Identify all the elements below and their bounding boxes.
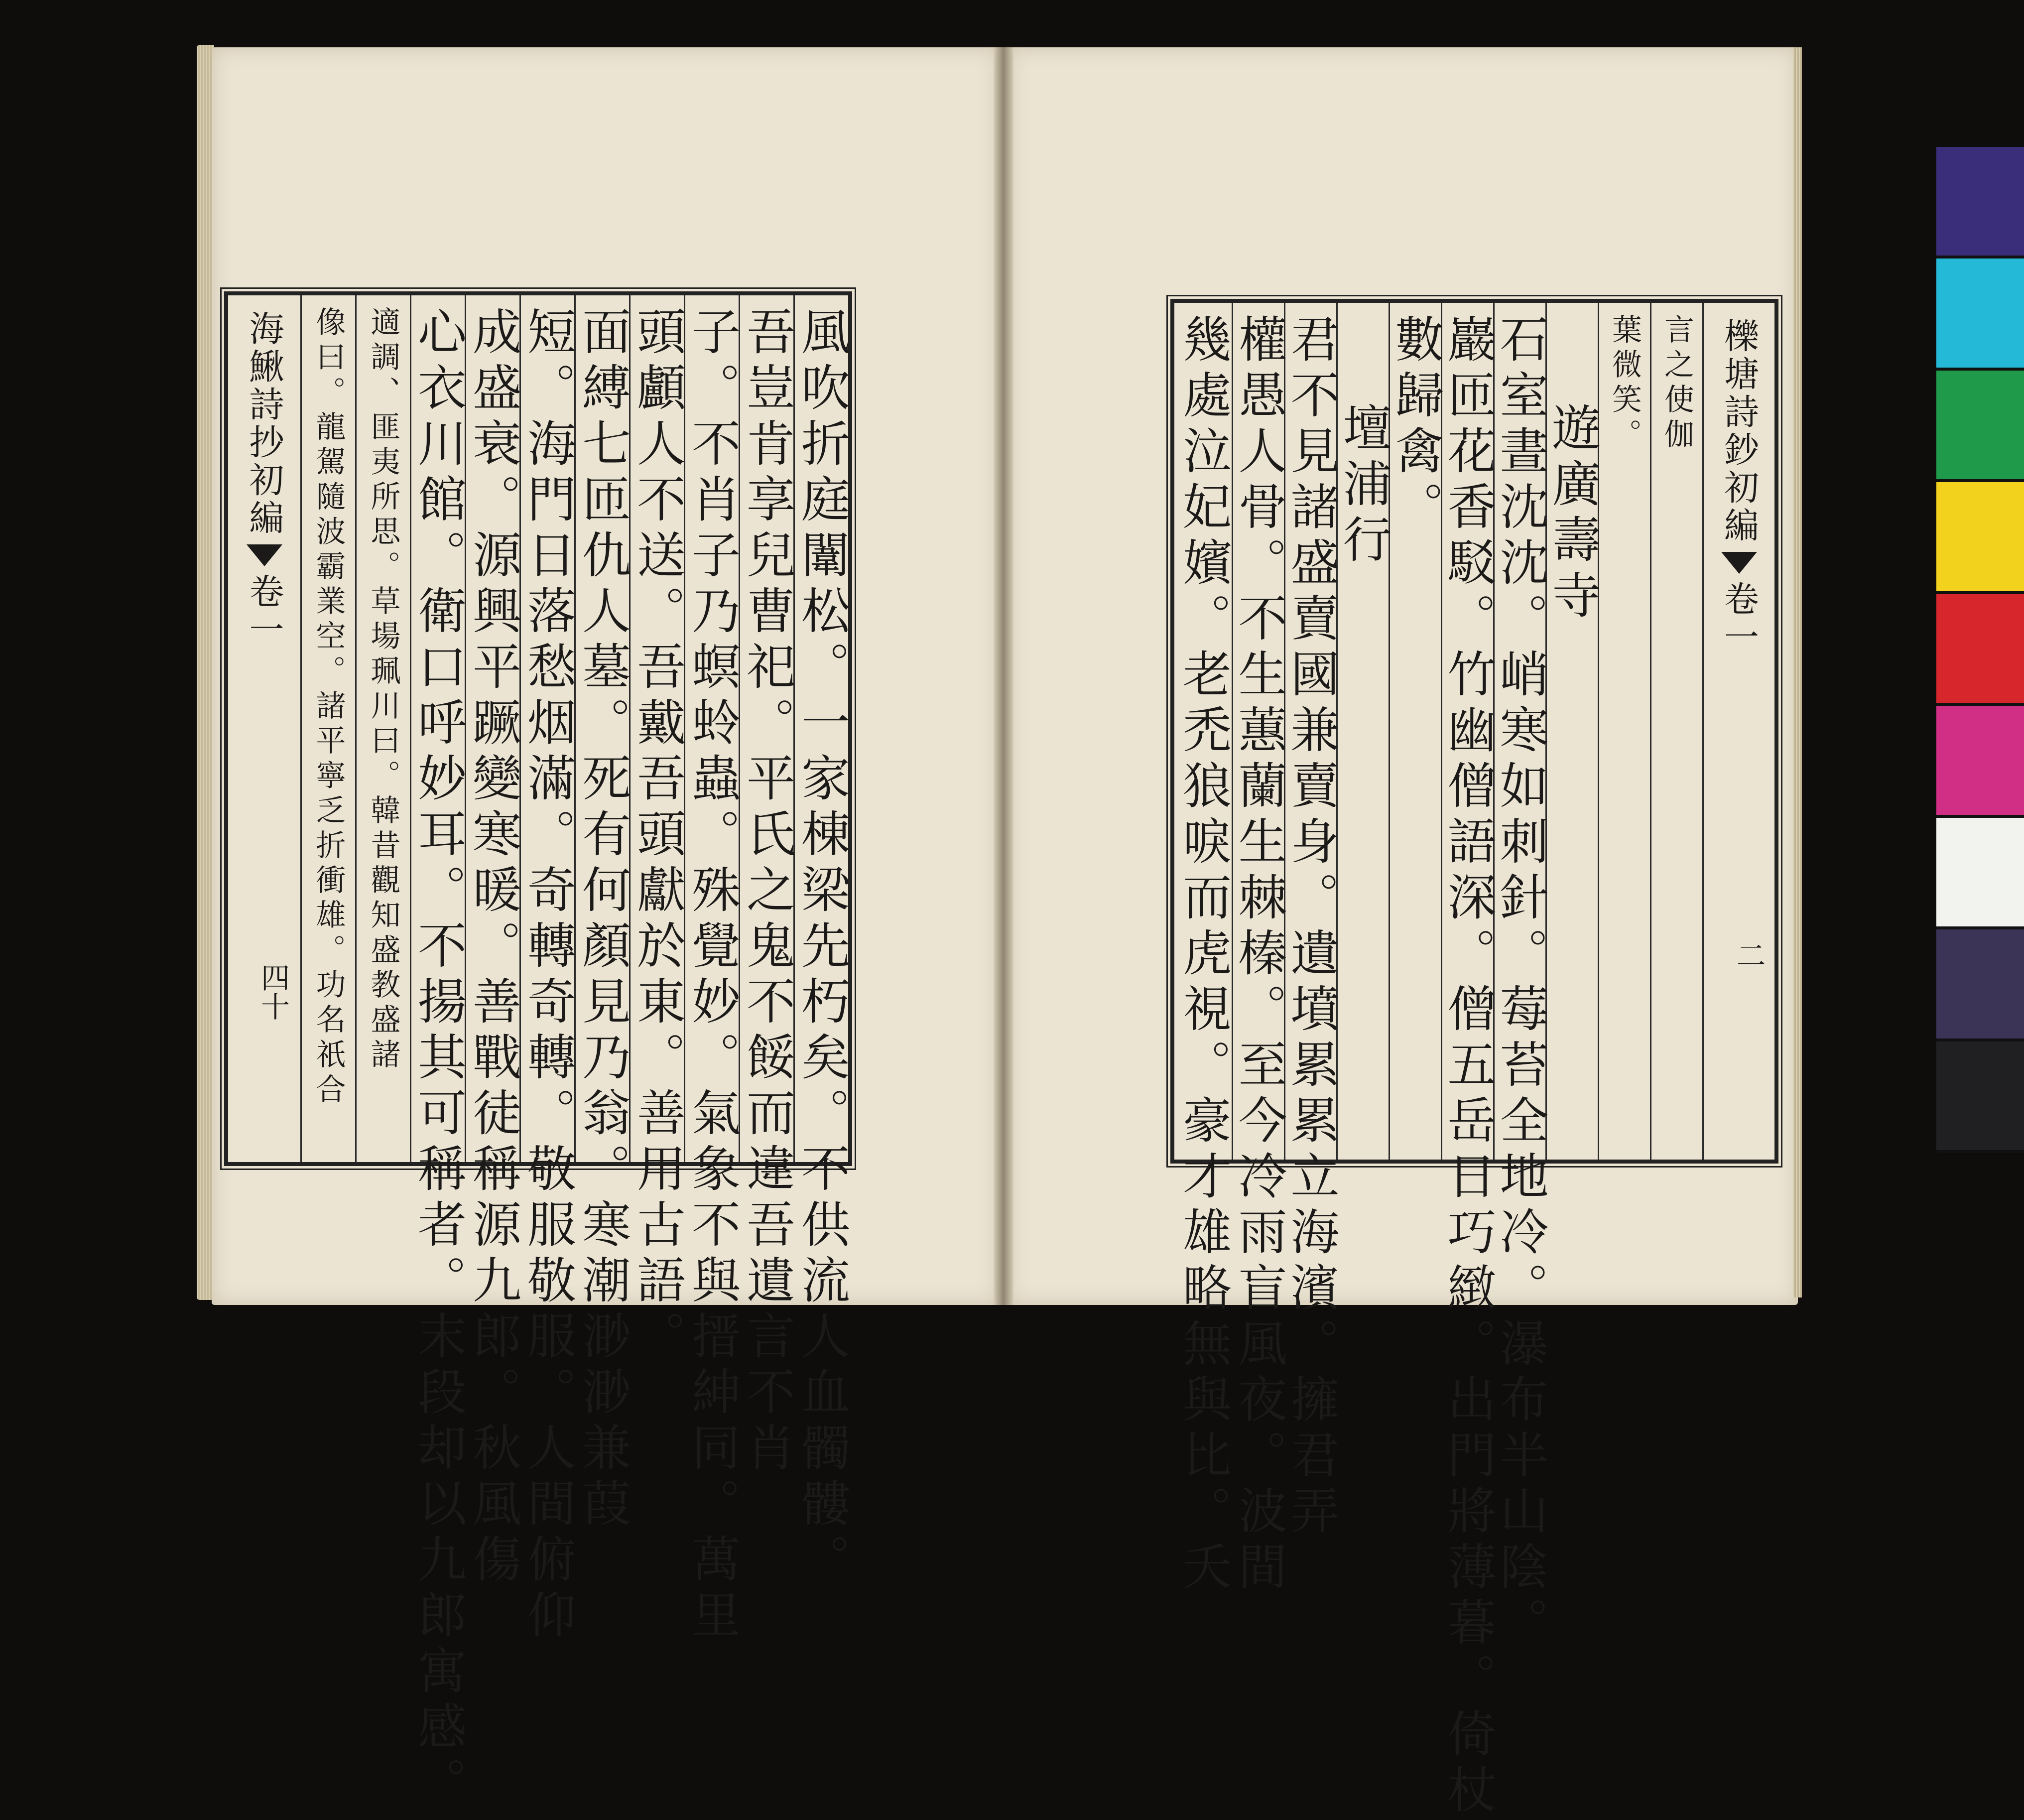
color-swatch-8 bbox=[1936, 929, 2024, 1041]
column-text: 像曰。龍駕隨波霸業空。諸平寧乏折衝雄。功名祇合 bbox=[311, 306, 346, 1108]
right-column-4 bbox=[1492, 303, 1548, 1653]
fish-tail-mark-icon bbox=[1721, 552, 1757, 574]
column-text: 短。海門日落愁烟滿。奇轉奇轉。敬服敬服。人間俯仰 bbox=[519, 306, 576, 1645]
right-column-10 bbox=[1174, 303, 1232, 1597]
fish-tail-mark-icon bbox=[247, 544, 282, 566]
column-text: 石室晝沈沈。峭寒如刺針。莓苔全地冷。瀑布半山陰。 bbox=[1492, 314, 1548, 1653]
column-text: 面縛七匝仇人墓。死有何顏見乃翁。寒潮渺渺兼葭 bbox=[574, 306, 631, 1534]
column-text: 言之使伽 bbox=[1659, 314, 1694, 453]
folio-number: 二 bbox=[1732, 940, 1766, 969]
book-gutter bbox=[994, 47, 1013, 1305]
left-banner-column bbox=[228, 295, 300, 1162]
column-text: 壇浦行 bbox=[1335, 402, 1392, 570]
left-column-8 bbox=[409, 295, 467, 1813]
left-column-6 bbox=[519, 295, 576, 1645]
column-text: 子。不肖子乃螟蛉蟲。殊覺妙。氣象不與搢紳同。萬里 bbox=[683, 306, 741, 1645]
right-text-frame bbox=[1170, 299, 1778, 1820]
banner-volume: 卷一 bbox=[244, 573, 284, 649]
column-text: 頭顱人不送。吾戴吾頭獻於東。善用古語。 bbox=[629, 306, 686, 1366]
left-column-9 bbox=[355, 295, 410, 1162]
right-column-2 bbox=[1598, 303, 1650, 1160]
column-text: 幾處泣妃嬪。老禿狼唳而虎視。豪才雄略無與比。夭 bbox=[1174, 314, 1232, 1597]
column-text: 成盛衰。源興平蹶變寒暖。善戰徒稱源九郎。秋風傷 bbox=[464, 306, 521, 1589]
color-swatch-5 bbox=[1936, 594, 2024, 706]
left-column-10 bbox=[300, 295, 355, 1162]
left-text-frame bbox=[224, 291, 852, 1813]
right-column-5 bbox=[1439, 303, 1496, 1820]
right-column-8 bbox=[1282, 303, 1339, 1541]
color-swatch-2 bbox=[1936, 259, 2024, 370]
left-column-3 bbox=[683, 295, 741, 1645]
column-text: 君不見諸盛賣國兼賣身。遺墳累累立海濱。擁君弄 bbox=[1282, 314, 1339, 1541]
right-column-7 bbox=[1335, 303, 1392, 1160]
right-banner-column bbox=[1702, 303, 1774, 1160]
column-text: 權愚人骨。不生蕙蘭生棘榛。至今冷雨盲風夜。波間 bbox=[1230, 314, 1287, 1597]
column-text: 數歸禽。 bbox=[1387, 314, 1444, 537]
banner-title: 櫟塘詩鈔初編 bbox=[1718, 318, 1760, 545]
column-text: 葉微笑。 bbox=[1607, 314, 1642, 453]
left-column-2 bbox=[738, 295, 795, 1478]
book-edge-right bbox=[1793, 47, 1802, 1298]
left-column-7 bbox=[464, 295, 521, 1589]
right-column-9 bbox=[1230, 303, 1287, 1597]
left-column-1 bbox=[793, 295, 850, 1589]
color-calibration-strip bbox=[1936, 147, 2024, 1153]
column-text: 吾豈肯享兒曹祀。平氏之鬼不餒而違吾遺言不肖 bbox=[738, 306, 795, 1478]
right-column-6 bbox=[1387, 303, 1444, 1160]
column-text: 巖匝花香駁。竹幽僧語深。僧五岳日巧緻。出門將薄暮。倚杖 bbox=[1439, 314, 1496, 1820]
color-swatch-3 bbox=[1936, 371, 2024, 482]
column-text: 心衣川館。衛口呼妙耳。不揚其可稱者。末段却以九郎寓感。 bbox=[409, 306, 467, 1813]
banner-title: 海鰍詩抄初編 bbox=[244, 310, 284, 537]
column-text: 適調、匪夷所思。草場珮川曰。韓昔觀知盛教盛諸 bbox=[366, 306, 401, 1073]
color-swatch-1 bbox=[1936, 147, 2024, 259]
right-column-3 bbox=[1544, 303, 1601, 1160]
color-swatch-4 bbox=[1936, 482, 2024, 594]
folio-number: 四十 bbox=[256, 963, 290, 1021]
banner-volume: 卷一 bbox=[1718, 581, 1760, 656]
color-swatch-9 bbox=[1936, 1041, 2024, 1153]
color-swatch-6 bbox=[1936, 706, 2024, 817]
column-text: 遊廣壽寺 bbox=[1544, 402, 1601, 626]
left-column-5 bbox=[574, 295, 631, 1534]
column-text: 風吹折庭闈松。一家棟梁先朽矣。不供流人血髑髏。 bbox=[793, 306, 850, 1589]
color-swatch-7 bbox=[1936, 818, 2024, 929]
left-column-4 bbox=[629, 295, 686, 1366]
right-column-1 bbox=[1650, 303, 1702, 1160]
